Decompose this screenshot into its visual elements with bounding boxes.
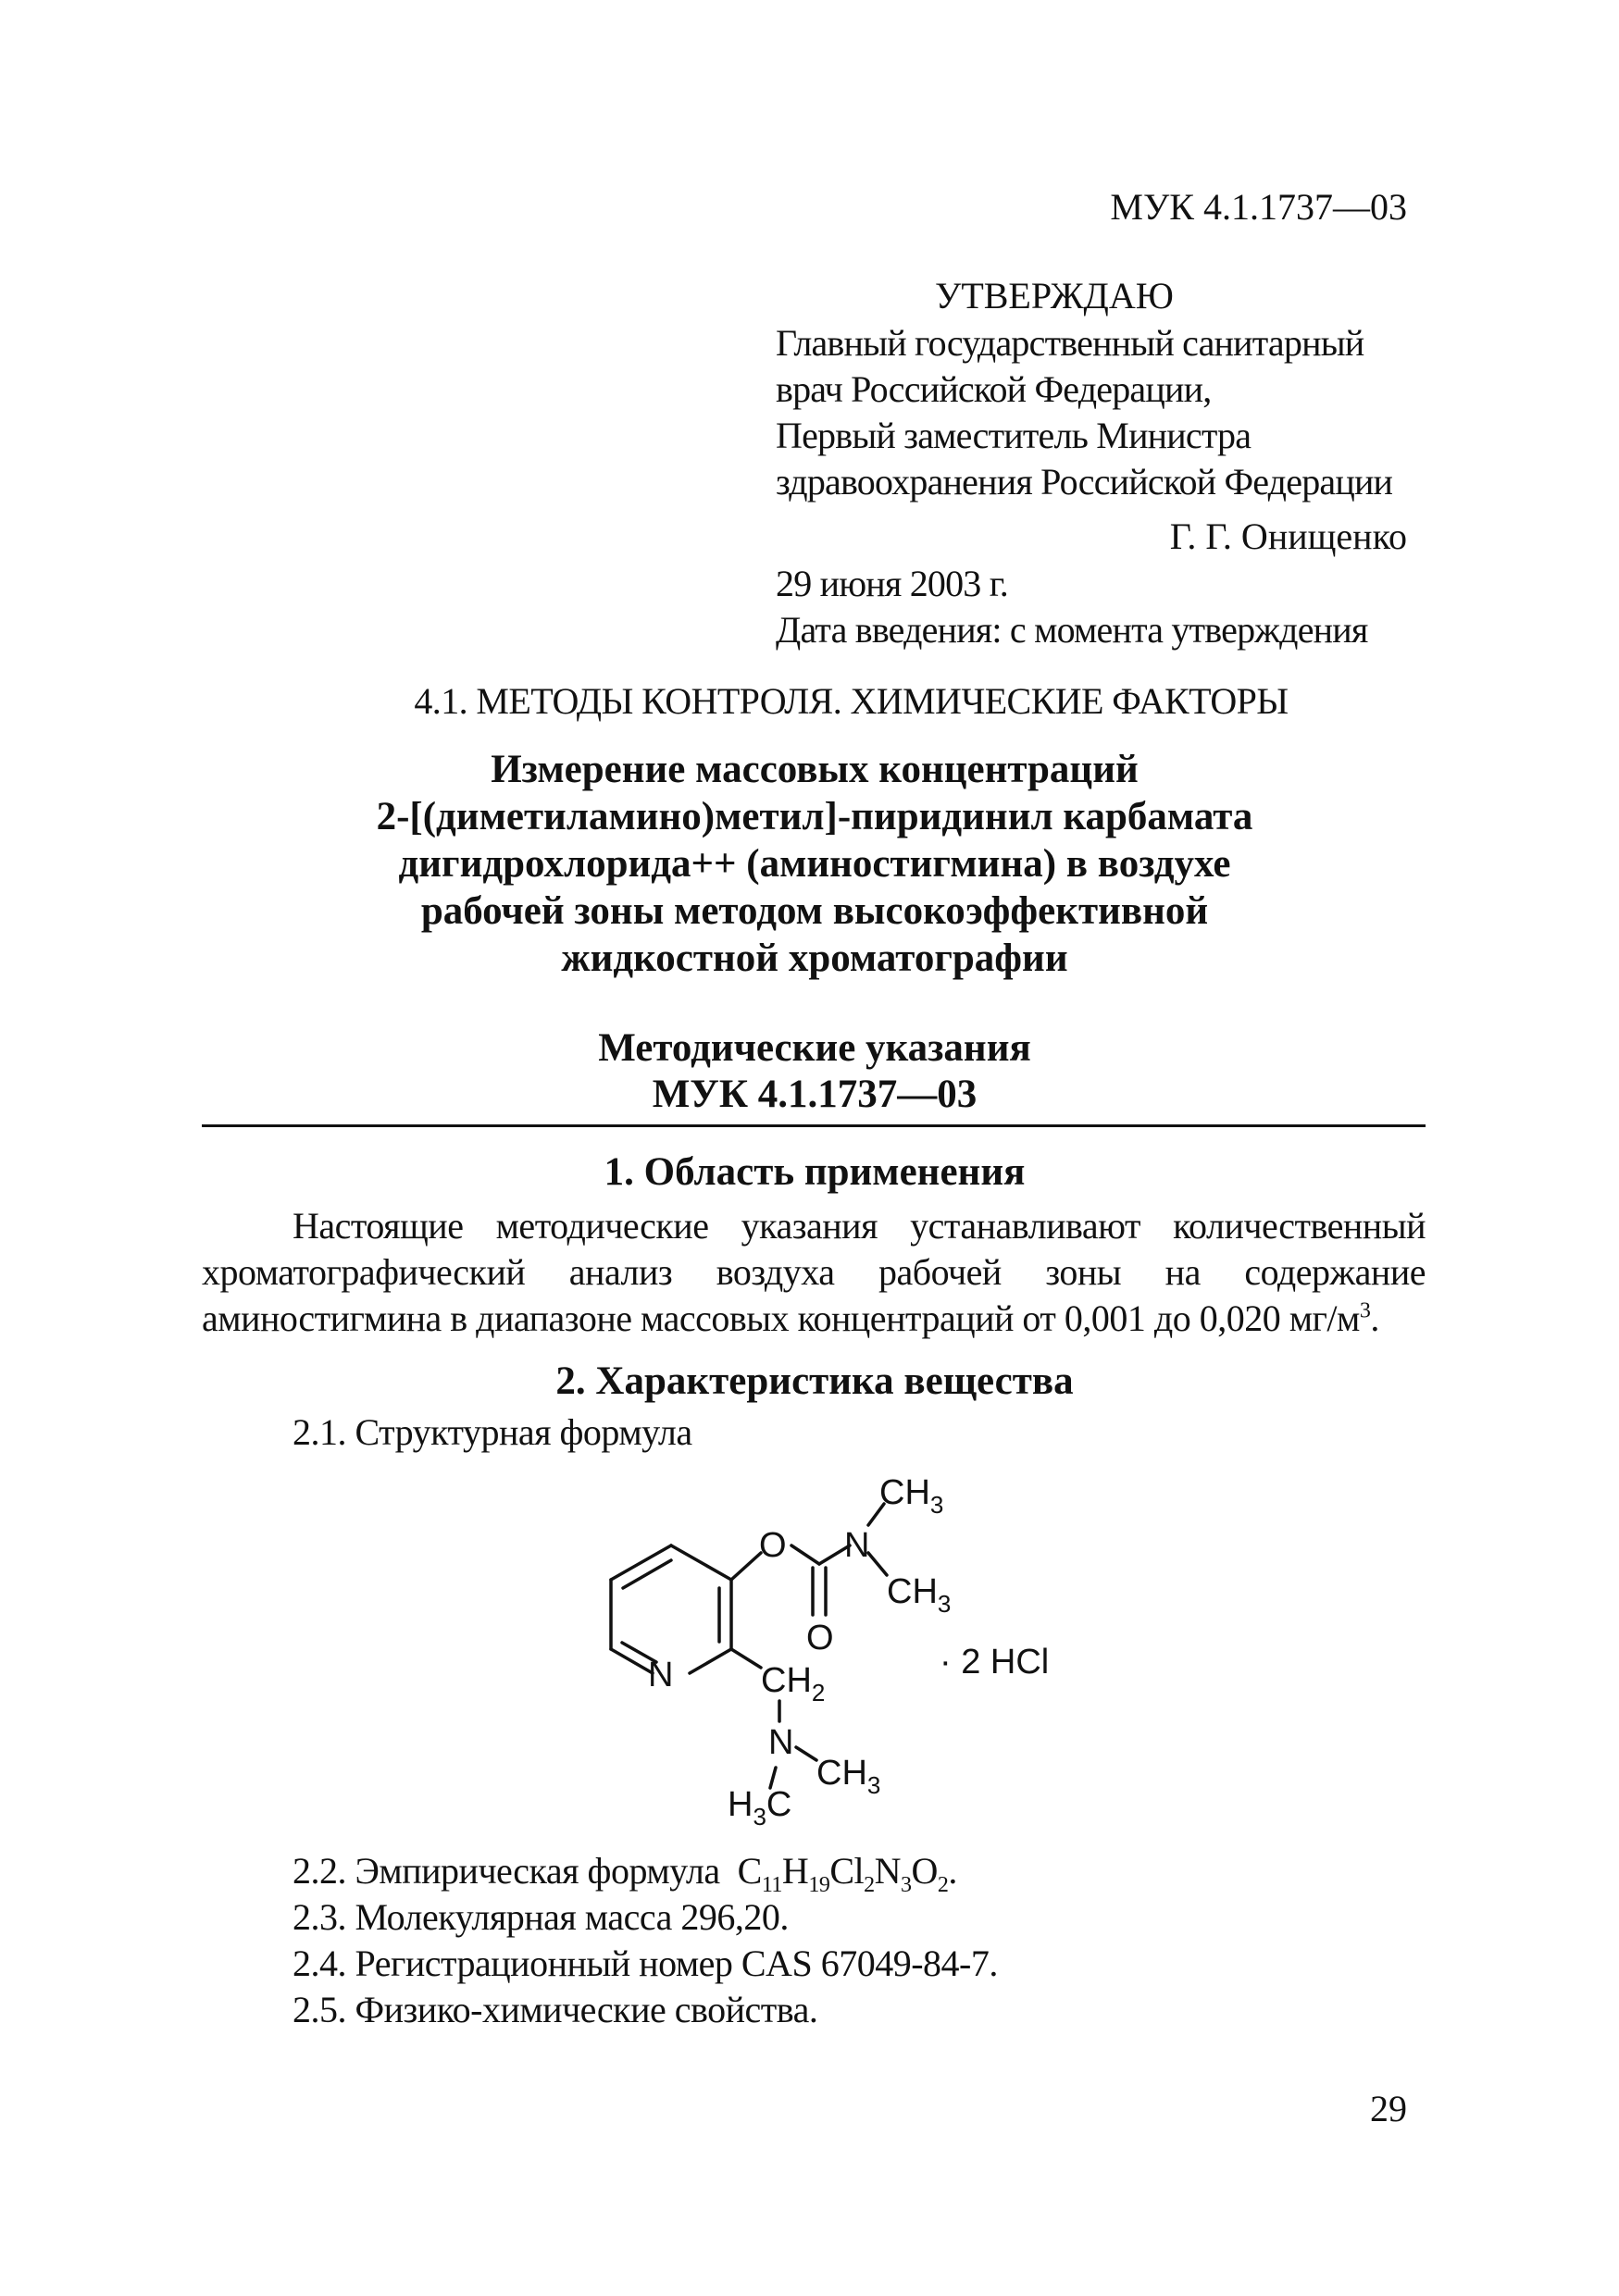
item-2-1: 2.1. Структурная формула bbox=[293, 1411, 692, 1453]
section-1-heading: 1. Область применения bbox=[604, 1150, 1026, 1194]
ring-bond bbox=[690, 1649, 731, 1673]
methylene: $CH_2$ bbox=[761, 1661, 826, 1706]
approval-line: здравоохранения Российской Федерации bbox=[776, 461, 1393, 503]
approval-block bbox=[776, 320, 1424, 505]
structural-formula bbox=[518, 1453, 1111, 1842]
section-2-heading: 2. Характеристика вещества bbox=[555, 1359, 1074, 1403]
methyl-top: $CH_3$ bbox=[879, 1473, 944, 1519]
approval-line: Главный государственный санитарный bbox=[776, 322, 1364, 364]
horizontal-rule bbox=[202, 1124, 1426, 1127]
section-1-paragraph bbox=[202, 1203, 1426, 1342]
approval-date: 29 июня 2003 г. bbox=[776, 563, 1008, 604]
approval-title: УТВЕРЖДАЮ bbox=[935, 275, 1174, 316]
empirical-formula: $C_{11}H_{19}Cl_2N_3O_2$. bbox=[737, 1850, 957, 1897]
doc-type-code: МУК 4.1.1737—03 bbox=[652, 1073, 978, 1116]
carbonyl-oxygen: O bbox=[806, 1619, 834, 1657]
approval-line: врач Российской Федерации, bbox=[776, 368, 1212, 410]
n-to-ch3-bond bbox=[796, 1747, 816, 1760]
ether-oxygen: O bbox=[759, 1526, 787, 1565]
item-2-3: 2.3. Молекулярная масса 296,20. bbox=[293, 1896, 789, 1938]
unit-superscript: 3 bbox=[1359, 1298, 1371, 1323]
section-1-end: . bbox=[1370, 1297, 1379, 1339]
title-line: 2-[(диметиламино)метил]-пиридинил карбамата bbox=[376, 795, 1253, 838]
signer-name: Г. Г. Онищенко bbox=[1169, 515, 1407, 557]
document-code: МУК 4.1.1737—03 bbox=[1110, 186, 1407, 228]
ring-bond bbox=[611, 1545, 671, 1580]
title-line: Измерение массовых концентраций bbox=[491, 748, 1139, 791]
n-to-ch3-right-bond bbox=[868, 1553, 887, 1575]
approval-line: Первый заместитель Министра bbox=[776, 415, 1252, 456]
effective-date: Дата введения: с момента утверждения bbox=[776, 609, 1368, 651]
document-type bbox=[213, 1025, 1416, 1118]
item-2-4: 2.4. Регистрационный номер CAS 67049-84-7. bbox=[293, 1942, 998, 1984]
ring-double-bond bbox=[623, 1560, 671, 1588]
title-line: жидкостной хроматографии bbox=[561, 937, 1068, 980]
item-2-2 bbox=[293, 1849, 957, 1897]
item-2-2-label: 2.2. Эмпирическая формула bbox=[293, 1850, 720, 1892]
ring-nitrogen: N bbox=[648, 1656, 674, 1694]
carbamate-nitrogen: N bbox=[844, 1526, 870, 1565]
amine-methyl-left: $H_3C$ bbox=[728, 1785, 792, 1831]
o-to-c-bond bbox=[791, 1545, 819, 1564]
section-1-text: Настоящие методические указания устанавливают количественный хроматографический анализ воздуха рабочей зоны на содержание аминостигмина в диапазоне массовых концентраций от 0,001 до 0,020 мг/м bbox=[202, 1205, 1426, 1339]
title-line: дигидрохлорида++ (аминостигмина) в воздухе bbox=[398, 842, 1231, 886]
ring-to-ch2-bond bbox=[731, 1649, 761, 1668]
document-title bbox=[213, 746, 1416, 982]
category-heading: 4.1. МЕТОДЫ КОНТРОЛЯ. ХИМИЧЕСКИЕ ФАКТОРЫ bbox=[414, 680, 1289, 722]
title-line: рабочей зоны методом высокоэффективной bbox=[420, 889, 1209, 933]
dates-block bbox=[776, 561, 1424, 653]
amine-nitrogen: N bbox=[768, 1723, 794, 1762]
amine-methyl: $CH_3$ bbox=[816, 1754, 881, 1799]
doc-type-label: Методические указания bbox=[598, 1026, 1031, 1070]
ring-bond bbox=[611, 1649, 653, 1673]
page-number: 29 bbox=[1370, 2088, 1407, 2129]
ring-bond bbox=[671, 1545, 731, 1580]
item-2-5: 2.5. Физико-химические свойства. bbox=[293, 1989, 818, 2030]
ring-to-o-bond bbox=[731, 1553, 761, 1580]
methyl-right: $CH_3$ bbox=[887, 1572, 952, 1618]
salt-label: · 2 HCl bbox=[940, 1643, 1050, 1682]
